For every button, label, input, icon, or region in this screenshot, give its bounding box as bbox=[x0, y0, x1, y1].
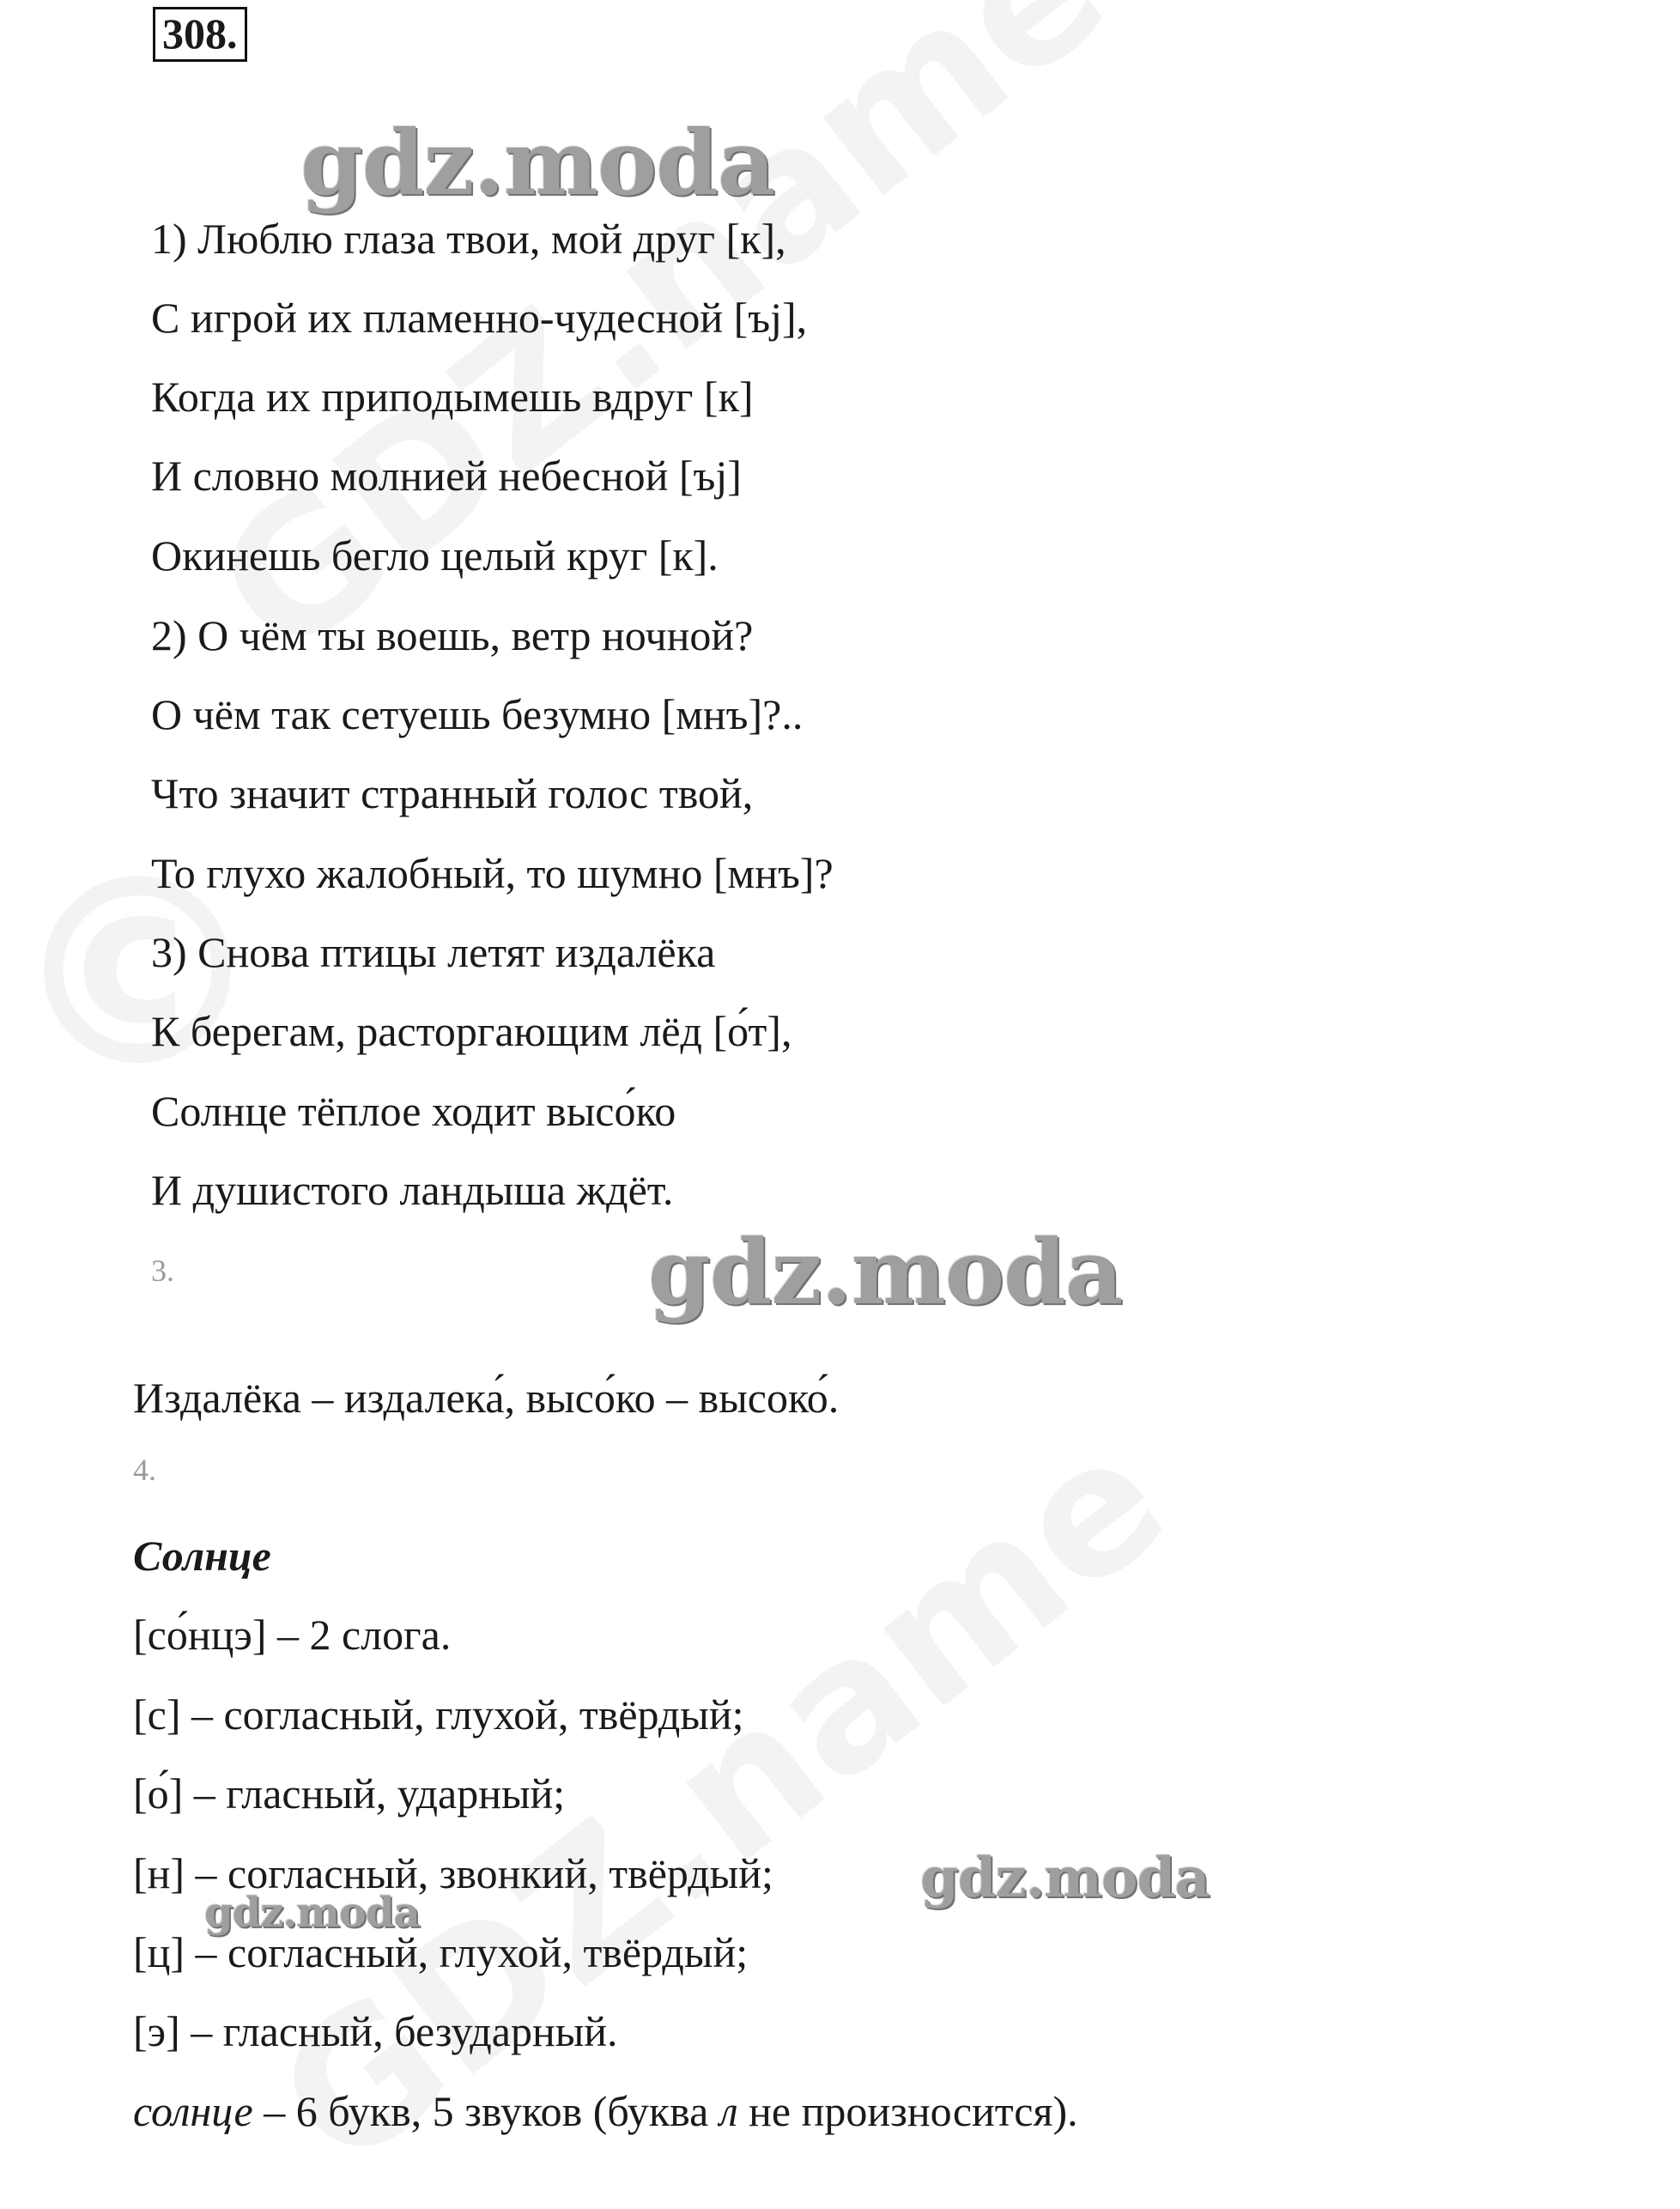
poem-line: 2) О чём ты воешь, ветр ночной? bbox=[151, 611, 754, 659]
phonetic-line: [н] – согласный, звонкий, твёрдый; bbox=[133, 1849, 773, 1897]
poem-line: И душистого ландыша ждёт. bbox=[151, 1166, 674, 1214]
poem-line: 3) Снова птицы летят издалёка bbox=[151, 928, 716, 976]
poem-line: То глухо жалобный, то шумно [мнъ]? bbox=[151, 849, 834, 897]
faint-site-watermark bbox=[180, 0, 1143, 698]
section-3-number: 3. bbox=[151, 1253, 174, 1288]
site-logo-watermark: gdz.moda bbox=[920, 1846, 1210, 1910]
poem-line: 1) Люблю глаза твои, мой друг [к], bbox=[151, 215, 786, 263]
phonetic-line: [о́] – гласный, ударный; bbox=[133, 1769, 566, 1818]
site-logo-watermark: gdz.moda bbox=[300, 110, 775, 215]
summary-word: солнце bbox=[133, 2087, 253, 2135]
task-number: 308. bbox=[153, 7, 247, 62]
poem-line: Окинешь бегло целый круг [к]. bbox=[151, 531, 719, 580]
poem-line: С игрой их пламенно-чудесной [ъj], bbox=[151, 294, 808, 342]
poem-line: Что значит странный голос твой, bbox=[151, 769, 754, 817]
letter-sound-summary bbox=[133, 2085, 1078, 2137]
summary-end: не произносится). bbox=[737, 2087, 1078, 2135]
poem-line: Солнце тёплое ходит высо́ко bbox=[151, 1087, 676, 1135]
section-4-number: 4. bbox=[133, 1453, 156, 1487]
phonetic-line: [со́нцэ] – 2 слога. bbox=[133, 1611, 452, 1659]
poem-line: К берегам, расторгающим лёд [о́т], bbox=[151, 1007, 792, 1055]
site-logo-watermark: gdz.moda bbox=[204, 1889, 420, 1937]
summary-mid: – 6 букв, 5 звуков (буква bbox=[252, 2087, 719, 2135]
phonetic-line: [с] – согласный, глухой, твёрдый; bbox=[133, 1690, 744, 1739]
poem-line: О чём так сетуешь безумно [мнъ]?.. bbox=[151, 690, 804, 738]
stress-comparison: Издалёка – издалека́, высо́ко – высоко́. bbox=[133, 1374, 840, 1422]
site-logo-watermark: gdz.moda bbox=[648, 1219, 1123, 1325]
summary-letter: л bbox=[719, 2087, 738, 2135]
poem-line: Когда их приподымешь вдруг [к] bbox=[151, 373, 754, 421]
phonetic-line: [э] – гласный, безударный. bbox=[133, 2007, 618, 2055]
phonetic-line: [ц] – согласный, глухой, твёрдый; bbox=[133, 1928, 749, 1976]
word-heading: Солнце bbox=[133, 1532, 271, 1580]
poem-line: И словно молнией небесной [ъj] bbox=[151, 452, 742, 500]
